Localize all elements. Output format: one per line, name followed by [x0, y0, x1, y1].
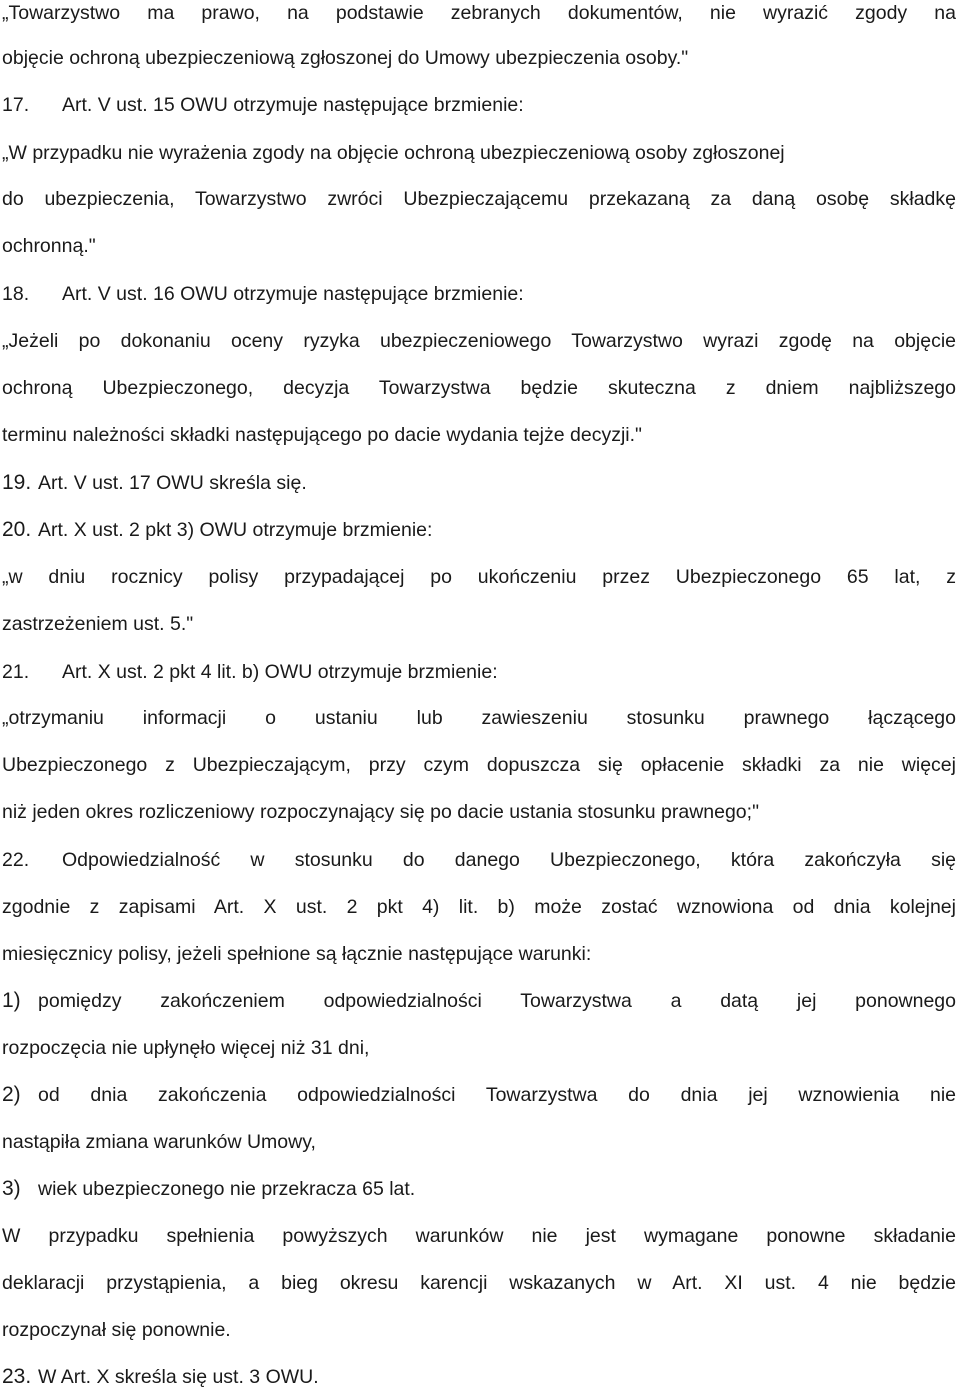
list-item-21: [2, 659, 956, 685]
item-text: Odpowiedzialność w stosunku do danego Ubezpieczonego, która zakończyła się: [62, 849, 956, 871]
text-line: nastąpiła zmiana warunków Umowy,: [2, 1131, 316, 1153]
text-line: zgodnie z zapisami Art. X ust. 2 pkt 4) lit. b) może zostać wznowiona od dnia kolejnej: [2, 896, 956, 918]
item-number: 18.: [2, 283, 30, 305]
text-line: niż jeden okres rozliczeniowy rozpoczynający się po dacie ustania stosunku prawnego;": [2, 801, 759, 823]
quote-mark: „: [2, 142, 9, 164]
quote-mark: „: [2, 330, 9, 352]
point-number: 2): [2, 1083, 21, 1106]
quote-mark: „: [2, 566, 9, 588]
list-item-17: [2, 92, 956, 118]
text-line: terminu należności składki następującego po dacie wydania tejże decyzji.": [2, 424, 642, 446]
item-text: Art. V ust. 17 OWU skreśla się.: [38, 472, 307, 494]
text-line: ochronną.": [2, 235, 96, 257]
text-line: rozpoczęcia nie upłynęło więcej niż 31 dni,: [2, 1037, 370, 1059]
list-item-23: [2, 1364, 956, 1390]
text-line: do ubezpieczenia, Towarzystwo zwróci Ubezpieczającemu przekazaną za daną osobę składkę: [2, 188, 956, 210]
list-item-18: [2, 281, 956, 307]
text-line: w dniu rocznicy polisy przypadającej po ukończeniu przez Ubezpieczonego 65 lat, z: [8, 566, 956, 588]
point-text: od dnia zakończenia odpowiedzialności Towarzystwa do dnia jej wznowienia nie: [38, 1084, 956, 1106]
text-line: zastrzeżeniem ust. 5.": [2, 613, 194, 635]
list-item-19: [2, 470, 956, 496]
item-number: 19.: [2, 471, 32, 494]
text-line: ochroną Ubezpieczonego, decyzja Towarzystwa będzie skuteczna z dniem najbliższego: [2, 377, 956, 399]
point-3: [2, 1176, 956, 1202]
point-number: 3): [2, 1177, 21, 1200]
point-1: [2, 988, 956, 1014]
point-number: 1): [2, 989, 21, 1012]
text-line: rozpoczynał się ponownie.: [2, 1319, 231, 1341]
text-line: W przypadku spełnienia powyższych warunków nie jest wymagane ponowne składanie: [2, 1225, 956, 1247]
item-number: 17.: [2, 94, 30, 116]
item-text: Art. X ust. 2 pkt 4 lit. b) OWU otrzymuje brzmienie:: [62, 661, 498, 683]
item-text: Art. X ust. 2 pkt 3) OWU otrzymuje brzmienie:: [38, 519, 433, 541]
point-text: pomiędzy zakończeniem odpowiedzialności Towarzystwa a datą jej ponownego: [38, 990, 956, 1012]
text-line: otrzymaniu informacji o ustaniu lub zawieszeniu stosunku prawnego łączącego: [8, 707, 956, 729]
text-line: deklaracji przystąpienia, a bieg okresu karencji wskazanych w Art. XI ust. 4 nie będzie: [2, 1272, 956, 1294]
item-text: Art. V ust. 16 OWU otrzymuje następujące brzmienie:: [62, 283, 524, 305]
quote-line: [2, 705, 956, 731]
list-item-20: [2, 517, 956, 543]
item-number: 21.: [2, 661, 30, 683]
item-number: 20.: [2, 518, 32, 541]
quote-line: [2, 564, 956, 590]
text-line: W przypadku nie wyrażenia zgody na objęcie ochroną ubezpieczeniową osoby zgłoszonej: [8, 142, 785, 164]
point-2: [2, 1082, 956, 1108]
quote-mark: „: [2, 707, 9, 729]
quote-line: [2, 140, 956, 166]
text-line: „Towarzystwo ma prawo, na podstawie zebranych dokumentów, nie wyrazić zgody na: [2, 2, 956, 24]
point-text: wiek ubezpieczonego nie przekracza 65 lat.: [38, 1178, 416, 1200]
text-line: miesięcznicy polisy, jeżeli spełnione są łącznie następujące warunki:: [2, 943, 592, 965]
item-text: Art. V ust. 15 OWU otrzymuje następujące brzmienie:: [62, 94, 524, 116]
text-line: Jeżeli po dokonaniu oceny ryzyka ubezpieczeniowego Towarzystwo wyrazi zgodę na objęcie: [8, 330, 956, 352]
list-item-22: [2, 847, 956, 873]
text-line: Ubezpieczonego z Ubezpieczającym, przy czym dopuszcza się opłacenie składki za nie więcej: [2, 754, 956, 776]
item-number: 22.: [2, 849, 30, 871]
text-line: objęcie ochroną ubezpieczeniową zgłoszonej do Umowy ubezpieczenia osoby.": [2, 47, 689, 69]
item-text: W Art. X skreśla się ust. 3 OWU.: [38, 1366, 319, 1388]
item-number: 23.: [2, 1365, 32, 1388]
quote-line: [2, 328, 956, 354]
